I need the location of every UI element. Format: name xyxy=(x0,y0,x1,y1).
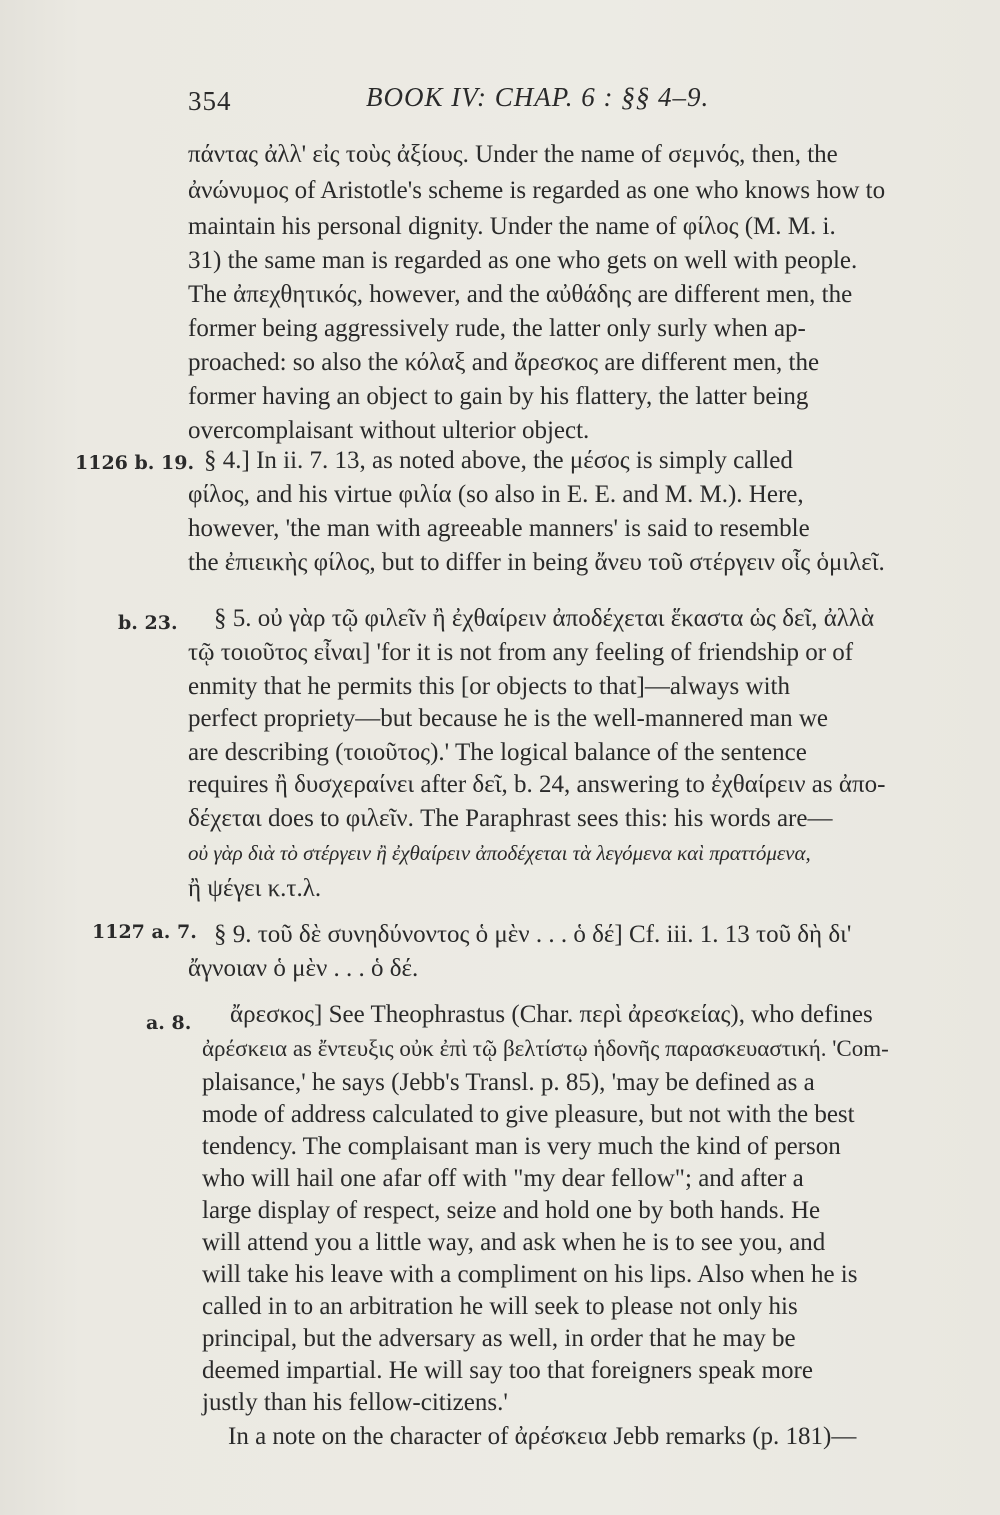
text-line: In a note on the character of ἀρέσκεια Jebb remarks (p. 181)— xyxy=(228,1423,857,1450)
text-line: perfect propriety—but because he is the well-mannered man we xyxy=(188,705,829,732)
text-line: § 4.] In ii. 7. 13, as noted above, the μέσος is simply called xyxy=(204,447,793,474)
text-line: οὐ γὰρ διὰ τὸ στέργειν ἢ ἐχθαίρειν ἀποδέχεται τὰ λεγόμενα καὶ πραττόμενα, xyxy=(188,841,811,865)
text-line: τῷ τοιοῦτος εἶναι] 'for it is not from any feeling of friendship or of xyxy=(188,639,854,666)
text-line: requires ἢ δυσχεραίνει after δεῖ, b. 24, answering to ἐχθαίρειν as ἀπο- xyxy=(188,771,886,798)
text-line: enmity that he permits this [or objects to that]—always with xyxy=(188,673,790,700)
text-line: justly than his fellow-citizens.' xyxy=(202,1389,508,1416)
text-line: however, 'the man with agreeable manners' is said to resemble xyxy=(188,515,810,542)
text-line: the ἐπιεικὴς φίλος, but to differ in being ἄνευ τοῦ στέργειν οἷς ὁμιλεῖ. xyxy=(188,549,885,576)
text-line: The ἀπεχθητικός, however, and the αὐθάδης are different men, the xyxy=(188,281,853,308)
text-line: plaisance,' he says (Jebb's Transl. p. 85), 'may be defined as a xyxy=(202,1069,815,1096)
text-line: § 9. τοῦ δὲ συνηδύνοντος ὁ μὲν . . . ὁ δέ] Cf. iii. 1. 13 τοῦ δὴ δι' xyxy=(214,921,852,948)
margin-reference: a. 8. xyxy=(146,1012,192,1034)
text-line: overcomplaisant without ulterior object. xyxy=(188,417,590,444)
text-line: ἄρεσκος] See Theophrastus (Char. περὶ ἀρεσκείας), who defines xyxy=(230,1001,873,1028)
margin-reference: 1126 b. 19. xyxy=(75,452,195,474)
text-line: ἢ ψέγει κ.τ.λ. xyxy=(188,875,322,902)
page-number: 354 xyxy=(188,86,232,116)
text-line: called in to an arbitration he will seek to please not only his xyxy=(202,1293,798,1320)
text-line: former having an object to gain by his flattery, the latter being xyxy=(188,383,809,410)
text-line: maintain his personal dignity. Under the name of φίλος (M. M. i. xyxy=(188,213,836,240)
text-line: who will hail one afar off with "my dear fellow"; and after a xyxy=(202,1165,804,1192)
text-line: are describing (τοιοῦτος).' The logical balance of the sentence xyxy=(188,739,807,766)
text-line: tendency. The complaisant man is very much the kind of person xyxy=(202,1133,841,1160)
text-line: ἀνώνυμος of Aristotle's scheme is regarded as one who knows how to xyxy=(188,177,886,204)
text-line: πάντας ἀλλ' εἰς τοὺς ἀξίους. Under the name of σεμνός, then, the xyxy=(188,141,838,168)
text-line: mode of address calculated to give pleasure, but not with the best xyxy=(202,1101,855,1128)
text-line: 31) the same man is regarded as one who gets on well with people. xyxy=(188,247,858,274)
margin-reference: b. 23. xyxy=(118,612,178,634)
text-line: former being aggressively rude, the latter only surly when ap- xyxy=(188,315,806,342)
text-line: will attend you a little way, and ask when he is to see you, and xyxy=(202,1229,826,1256)
text-line: proached: so also the κόλαξ and ἄρεσκος are different men, the xyxy=(188,349,820,376)
text-line: φίλος, and his virtue φιλία (so also in E. E. and M. M.). Here, xyxy=(188,481,804,508)
text-line: deemed impartial. He will say too that foreigners speak more xyxy=(202,1357,813,1384)
page-header xyxy=(188,82,948,122)
running-title: BOOK IV: CHAP. 6 : §§ 4–9. xyxy=(366,82,710,112)
text-line: ἄγνοιαν ὁ μὲν . . . ὁ δέ. xyxy=(188,955,419,982)
margin-reference: 1127 a. 7. xyxy=(92,921,197,943)
text-line: ἀρέσκεια as ἔντευξις οὐκ ἐπὶ τῷ βελτίστῳ ἡδονῆς παρασκευαστική. 'Com- xyxy=(202,1036,889,1061)
text-line: will take his leave with a compliment on his lips. Also when he is xyxy=(202,1261,858,1288)
text-line: principal, but the adversary as well, in order that he may be xyxy=(202,1325,796,1352)
text-line: large display of respect, seize and hold one by both hands. He xyxy=(202,1197,821,1224)
text-line: δέχεται does to φιλεῖν. The Paraphrast sees this: his words are— xyxy=(188,805,833,832)
text-line: § 5. οὐ γὰρ τῷ φιλεῖν ἢ ἐχθαίρειν ἀποδέχεται ἕκαστα ὡς δεῖ, ἀλλὰ xyxy=(214,605,875,632)
